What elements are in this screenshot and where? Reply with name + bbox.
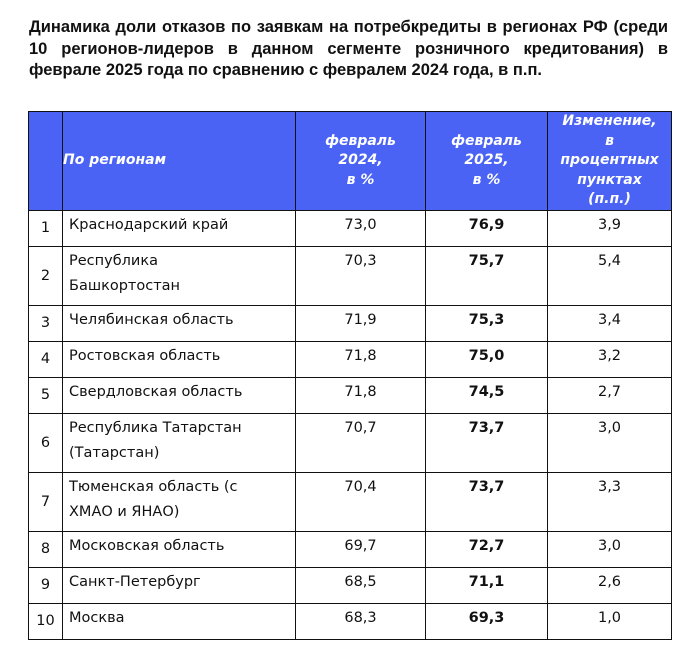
row-number: 3 — [29, 306, 63, 342]
header-change-line: пунктах — [577, 171, 642, 188]
table-row — [29, 414, 672, 473]
region-line: Тюменская область (с — [69, 479, 238, 495]
value-feb2025: 73,7 — [426, 414, 548, 473]
value-feb2024: 70,3 — [296, 247, 426, 306]
table-row — [29, 473, 672, 532]
table-row — [29, 211, 672, 247]
region-line: Москва — [69, 610, 125, 626]
value-feb2024: 73,0 — [296, 211, 426, 247]
region-name — [63, 247, 296, 306]
row-number: 9 — [29, 568, 63, 604]
region-name — [63, 473, 296, 532]
region-name — [63, 532, 296, 568]
value-change: 2,6 — [548, 568, 672, 604]
header-feb2024-line: февраль — [325, 132, 396, 149]
value-change: 3,9 — [548, 211, 672, 247]
value-feb2024: 71,8 — [296, 342, 426, 378]
value-feb2025: 69,3 — [426, 604, 548, 640]
header-feb2025-line: 2025, — [464, 152, 509, 169]
row-number: 2 — [29, 247, 63, 306]
value-change: 1,0 — [548, 604, 672, 640]
row-number: 4 — [29, 342, 63, 378]
table-row — [29, 378, 672, 414]
region-line: Республика Татарстан — [69, 420, 242, 436]
row-number: 7 — [29, 473, 63, 532]
region-line: Краснодарский край — [69, 217, 229, 233]
region-name — [63, 211, 296, 247]
value-change: 3,0 — [548, 414, 672, 473]
header-feb2024-line: в % — [346, 171, 375, 188]
region-line: Ростовская область — [69, 348, 221, 364]
region-line: Московская область — [69, 538, 225, 554]
row-number: 5 — [29, 378, 63, 414]
region-line: ХМАО и ЯНАО) — [69, 504, 180, 520]
value-feb2025: 72,7 — [426, 532, 548, 568]
table-row — [29, 604, 672, 640]
row-number: 10 — [29, 604, 63, 640]
value-feb2024: 71,9 — [296, 306, 426, 342]
value-feb2024: 70,7 — [296, 414, 426, 473]
region-line: Республика — [69, 253, 158, 269]
region-line: (Татарстан) — [69, 445, 160, 461]
region-name — [63, 306, 296, 342]
region-name — [63, 342, 296, 378]
header-region: По регионам — [63, 112, 296, 211]
region-name — [63, 604, 296, 640]
regions-table — [28, 111, 672, 640]
row-number: 1 — [29, 211, 63, 247]
region-line: Башкортостан — [69, 278, 181, 294]
value-feb2024: 70,4 — [296, 473, 426, 532]
region-line: Челябинская область — [69, 312, 234, 328]
value-feb2025: 75,3 — [426, 306, 548, 342]
row-number: 8 — [29, 532, 63, 568]
header-feb2025-line: в % — [472, 171, 501, 188]
header-feb2024 — [296, 112, 426, 211]
region-line: Санкт-Петербург — [69, 574, 201, 590]
header-change-line: в — [605, 132, 614, 149]
header-change-line: процентных — [560, 152, 659, 169]
value-feb2025: 73,7 — [426, 473, 548, 532]
value-feb2025: 71,1 — [426, 568, 548, 604]
table-row — [29, 342, 672, 378]
header-change — [548, 112, 672, 211]
region-name — [63, 378, 296, 414]
value-change: 5,4 — [548, 247, 672, 306]
value-change: 3,3 — [548, 473, 672, 532]
table-row — [29, 568, 672, 604]
value-feb2025: 75,0 — [426, 342, 548, 378]
value-change: 3,0 — [548, 532, 672, 568]
region-name — [63, 568, 296, 604]
table-row — [29, 306, 672, 342]
document-title: Динамика доли отказов по заявкам на потребкредиты в регионах РФ (среди 10 регионов-лидеров в данном сегменте розничного кредитования) в феврале 2025 года по сравнению с февралем 2024 года, в п.п. — [29, 18, 668, 79]
value-change: 3,4 — [548, 306, 672, 342]
row-number: 6 — [29, 414, 63, 473]
value-change: 2,7 — [548, 378, 672, 414]
value-feb2024: 68,3 — [296, 604, 426, 640]
value-feb2024: 68,5 — [296, 568, 426, 604]
value-feb2025: 74,5 — [426, 378, 548, 414]
value-feb2024: 71,8 — [296, 378, 426, 414]
value-change: 3,2 — [548, 342, 672, 378]
header-row — [29, 112, 672, 211]
table-row — [29, 532, 672, 568]
header-change-line: Изменение, — [562, 113, 657, 130]
value-feb2025: 76,9 — [426, 211, 548, 247]
table-row — [29, 247, 672, 306]
region-line: Свердловская область — [69, 384, 243, 400]
header-feb2025 — [426, 112, 548, 211]
value-feb2024: 69,7 — [296, 532, 426, 568]
header-change-line: (п.п.) — [588, 191, 631, 208]
header-feb2024-line: 2024, — [338, 152, 383, 169]
value-feb2025: 75,7 — [426, 247, 548, 306]
header-feb2025-line: февраль — [451, 132, 522, 149]
header-num — [29, 112, 63, 211]
region-name — [63, 414, 296, 473]
